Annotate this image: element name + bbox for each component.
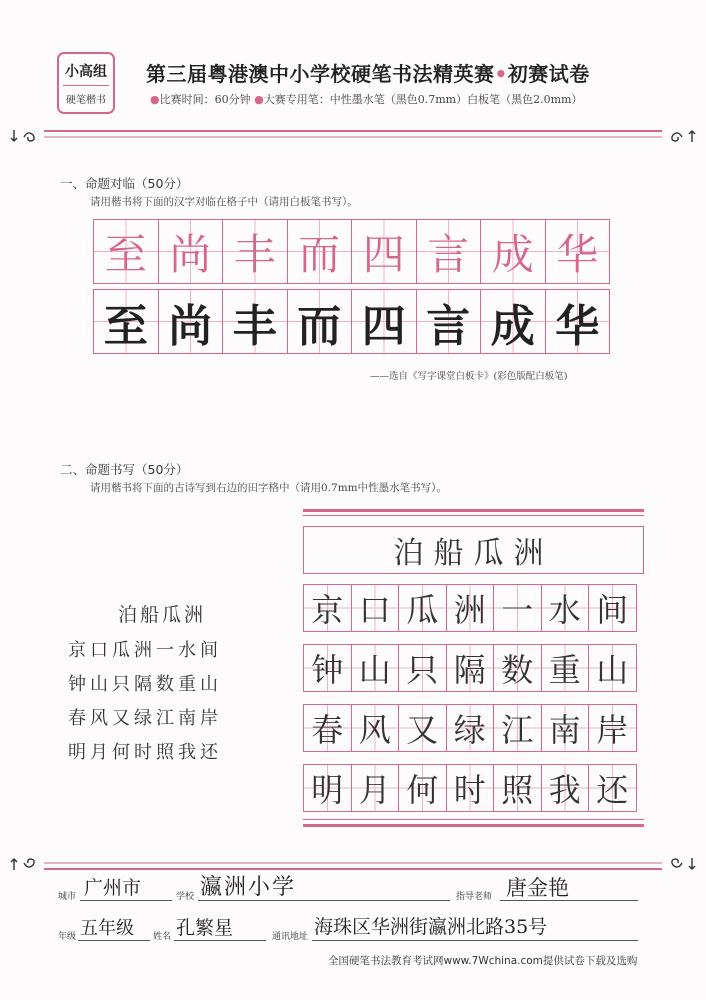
tianzi-cell: 何 <box>398 764 447 812</box>
address-value[interactable]: 海珠区华洲街瀛洲北路35号 <box>314 916 548 938</box>
teacher-label: 指导老师 <box>456 892 493 902</box>
teacher-underline <box>500 900 638 901</box>
exam-info <box>150 91 582 107</box>
address-label: 通讯地址 <box>272 932 309 942</box>
tianzi-cell: 南 <box>541 704 590 752</box>
tianzi-cell: 又 <box>398 704 447 752</box>
tianzi-cell: 瓜 <box>398 584 447 632</box>
tianzi-cell: 还 <box>588 764 637 812</box>
city-underline <box>80 900 172 901</box>
school-value[interactable]: 瀛洲小学 <box>200 875 297 900</box>
title-dot: • <box>494 62 508 86</box>
tianzi-cell: 照 <box>493 764 542 812</box>
written-title-box <box>303 526 644 574</box>
ornament-scroll-icon <box>11 859 34 870</box>
tianzi-cell: 风 <box>351 704 400 752</box>
written-char-cell: 四 <box>351 289 417 354</box>
model-char-row <box>93 219 609 284</box>
grade-underline <box>78 940 150 941</box>
tianzi-cell: 数 <box>493 644 542 692</box>
model-char-cell: 而 <box>287 219 353 284</box>
title-main: 第三届粤港澳中小学校硬笔书法精英赛 <box>146 62 495 86</box>
name-value[interactable]: 孔繁星 <box>176 917 234 939</box>
city-label: 城市 <box>58 892 77 902</box>
exam-time: 比赛时间：60分钟 <box>159 93 251 106</box>
title-suffix: 初赛试卷 <box>507 62 590 86</box>
model-char-cell: 丰 <box>222 219 288 284</box>
written-char-cell: 华 <box>545 289 611 354</box>
tianzi-cell: 水 <box>541 584 590 632</box>
footer-note: 全国硬笔书法教育考试网www.7Wchina.com提供试卷下载及选购 <box>328 955 638 967</box>
name-underline <box>174 940 266 941</box>
badge-divider <box>63 85 109 86</box>
tianzi-cell: 间 <box>588 584 637 632</box>
written-poem-row <box>303 764 636 812</box>
exam-pens: 大赛专用笔：中性墨水笔（黑色0.7mm）白板笔（黑色2.0mm） <box>263 93 583 106</box>
badge-style: 硬笔楷书 <box>66 95 106 106</box>
badge-group: 小高组 <box>65 64 107 80</box>
written-char-cell: 成 <box>480 289 546 354</box>
written-poem-row <box>303 584 636 632</box>
poem-line: 明月何时照我还 <box>68 742 222 763</box>
info-bullet: ● <box>150 93 160 106</box>
category-badge <box>57 52 115 114</box>
writing-area-top-rule <box>303 509 644 512</box>
section2-instruction: 请用楷书将下面的古诗写到右边的田字格中（请用0.7mm中性墨水笔书写）。 <box>90 482 447 494</box>
writing-area-bottom-rule-thin <box>303 819 644 820</box>
school-label: 学校 <box>176 892 195 902</box>
model-char-cell: 尚 <box>158 219 224 284</box>
ornament-scroll-icon <box>672 858 695 869</box>
info-bullet: ● <box>254 93 264 106</box>
tianzi-cell: 一 <box>493 584 542 632</box>
tianzi-cell: 明 <box>303 764 352 812</box>
written-poem-row <box>303 644 636 692</box>
tianzi-cell: 月 <box>351 764 400 812</box>
written-char-row <box>93 289 609 354</box>
model-char-cell: 至 <box>93 219 159 284</box>
written-char-cell: 而 <box>287 289 353 354</box>
tianzi-cell: 口 <box>351 584 400 632</box>
written-char-cell: 丰 <box>222 289 288 354</box>
tianzi-cell: 春 <box>303 704 352 752</box>
model-char-cell: 成 <box>480 219 546 284</box>
poem-line: 春风又绿江南岸 <box>68 708 222 729</box>
section2-title: 二、命题书写（50分） <box>60 462 189 477</box>
name-label: 姓名 <box>153 932 172 942</box>
section1-title: 一、命题对临（50分） <box>60 176 189 191</box>
tianzi-cell: 山 <box>588 644 637 692</box>
written-char-cell: 言 <box>416 289 482 354</box>
tianzi-cell: 隔 <box>446 644 495 692</box>
tianzi-cell: 江 <box>493 704 542 752</box>
tianzi-cell: 重 <box>541 644 590 692</box>
written-poem-row <box>303 704 636 752</box>
model-char-cell: 四 <box>351 219 417 284</box>
section1-instruction: 请用楷书将下面的汉字对临在格子中（请用白板笔书写）。 <box>90 196 358 208</box>
ornament-scroll-icon <box>672 131 695 142</box>
source-note: ——选自《写字课堂白板卡》(彩色版配白板笔) <box>370 371 568 382</box>
tianzi-cell: 洲 <box>446 584 495 632</box>
tianzi-cell: 京 <box>303 584 352 632</box>
poem-line: 钟山只隔数重山 <box>68 674 222 695</box>
written-char-cell: 至 <box>93 289 159 354</box>
tianzi-cell: 时 <box>446 764 495 812</box>
tianzi-cell: 我 <box>541 764 590 812</box>
model-char-cell: 华 <box>545 219 611 284</box>
grade-value[interactable]: 五年级 <box>80 918 134 939</box>
writing-area-top-rule-thin <box>303 515 644 516</box>
school-underline <box>198 900 450 901</box>
written-char-cell: 尚 <box>158 289 224 354</box>
header-divider <box>10 124 696 148</box>
address-underline <box>312 940 638 941</box>
tianzi-cell: 只 <box>398 644 447 692</box>
tianzi-cell: 山 <box>351 644 400 692</box>
writing-area-bottom-rule <box>303 824 644 827</box>
ornament-scroll-icon <box>11 130 34 141</box>
page-title <box>146 58 590 87</box>
poem-title: 泊船瓜洲 <box>118 604 207 626</box>
tianzi-cell: 绿 <box>446 704 495 752</box>
poem-line: 京口瓜洲一水间 <box>68 640 222 661</box>
city-value[interactable]: 广州市 <box>84 877 142 899</box>
written-title: 泊船瓜洲 <box>393 536 554 571</box>
tianzi-cell: 钟 <box>303 644 352 692</box>
teacher-value[interactable]: 唐金艳 <box>506 876 569 900</box>
grade-label: 年级 <box>58 932 77 942</box>
model-char-cell: 言 <box>416 219 482 284</box>
tianzi-cell: 岸 <box>588 704 637 752</box>
